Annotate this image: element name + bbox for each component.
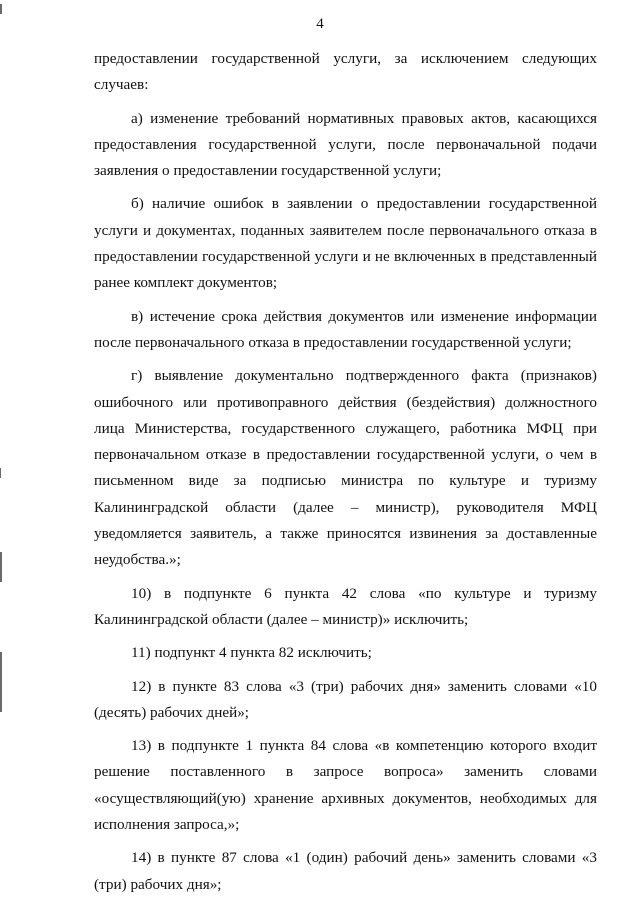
paragraph-item-13: 13) в подпункте 1 пункта 84 слова «в компетенцию которого входит решение поставленного в запросе вопроса» заменить словами «осуществляющий(ую) хранение архивных документов, необходимых для исполнения запроса,»; bbox=[94, 737, 597, 834]
paragraph-item-a: а) изменение требований нормативных правовых актов, касающихся предоставления государственной услуги, после первоначальной подачи заявления о предоставлении государственной услуги; bbox=[94, 109, 597, 180]
paragraph-item-11: 11) подпункт 4 пункта 82 исключить; bbox=[131, 644, 372, 662]
paragraph-item-v: в) истечение срока действия документов или изменение информации после первоначального отказа в предоставлении государственной услуги; bbox=[94, 307, 597, 351]
scan-edge-mark bbox=[0, 552, 2, 582]
page-number: 4 bbox=[316, 16, 324, 32]
paragraph-continuation: предоставлении государственной услуги, за исключением следующих случаев: bbox=[94, 50, 597, 94]
scan-edge-mark bbox=[0, 652, 2, 712]
scan-edge-mark bbox=[0, 4, 2, 14]
document-body bbox=[94, 46, 597, 898]
paragraph-item-g: г) выявление документально подтвержденного факта (признаков) ошибочного или противоправного действия (бездействия) должностного лица Министерства, государственного служащего, работника МФЦ при первоначальном отказе в предоставлении государственной услуги, о чем в письменном виде за подписью министра по культуре и туризму Калининградской области (далее – министр), руководителя МФЦ уведомляется заявитель, а также приносятся извинения за доставленные неудобства.»; bbox=[94, 367, 597, 569]
paragraph-item-12: 12) в пункте 83 слова «3 (три) рабочих дня» заменить словами «10 (десять) рабочих дней»; bbox=[94, 677, 597, 721]
paragraph-item-14: 14) в пункте 87 слова «1 (один) рабочий день» заменить словами «3 (три) рабочих дня»; bbox=[94, 849, 597, 893]
paragraph-item-10: 10) в подпункте 6 пункта 42 слова «по культуре и туризму Калининградской области (далее – министр)» исключить; bbox=[94, 584, 597, 628]
paragraph-item-b: б) наличие ошибок в заявлении о предоставлении государственной услуги и документах, поданных заявителем после первоначального отказа в предоставлении государственной услуги и не включенных в представленный ранее комплект документов; bbox=[94, 195, 597, 292]
scan-edge-mark bbox=[0, 468, 1, 478]
